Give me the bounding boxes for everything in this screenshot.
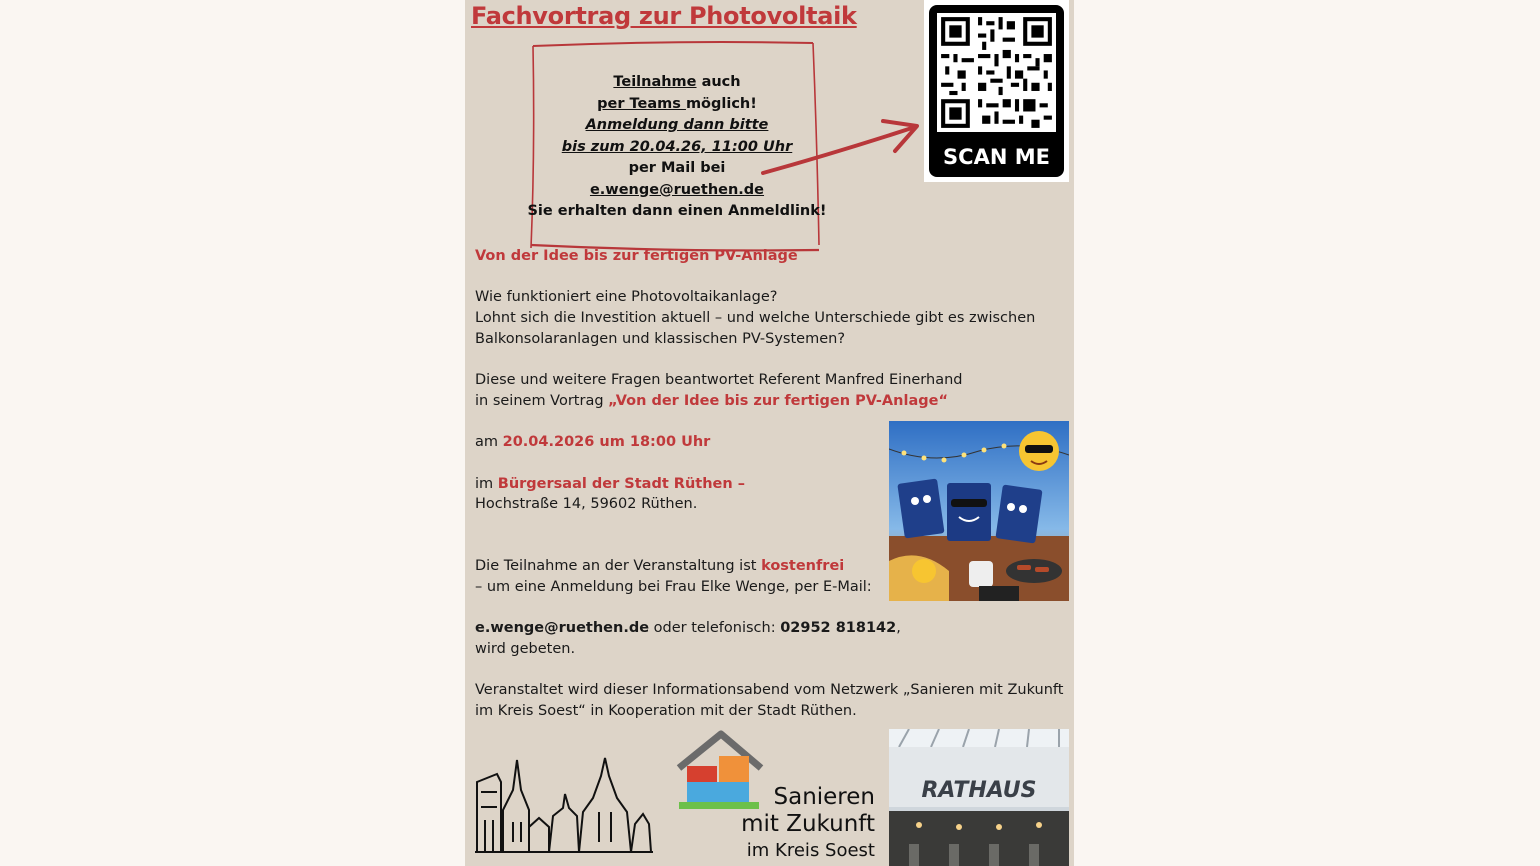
logo-line-3: im Kreis Soest [746, 840, 875, 861]
venue-prefix: im [475, 475, 498, 492]
fee-badge: kostenfrei [761, 558, 845, 575]
box-line2-a: per Teams [597, 95, 686, 112]
question-2: Lohnt sich die Investition aktuell – und welche Unterschiede gibt es zwischen [475, 310, 1036, 327]
qr-code-card[interactable] [924, 0, 1069, 182]
logo-line-1: Sanieren [773, 784, 875, 810]
organizer-line-1: Veranstaltet wird dieser Informationsabend vom Netzwerk „Sanieren mit Zukunft [475, 682, 1064, 699]
logo-line-2: mit Zukunft [741, 811, 875, 837]
box-line1-b: auch [696, 74, 741, 90]
scan-me-label: SCAN ME [943, 145, 1050, 169]
talk-title: „Von der Idee bis zur fertigen PV-Anlage“ [608, 392, 948, 409]
organizer-line-2: im Kreis Soest“ in Kooperation mit der Stadt Rüthen. [475, 703, 857, 720]
sanieren-logo-text [715, 784, 875, 864]
box-line4: bis zum 20.04.26, 11:00 Uhr [561, 138, 793, 155]
arrow-icon [755, 115, 925, 185]
box-line2-b: möglich! [685, 95, 757, 112]
talk-prefix: in seinem Vortrag [475, 392, 609, 409]
contact-email-link[interactable]: e.wenge@ruethen.de [475, 620, 650, 637]
poster-title: Fachvortrag zur Photovoltaik [471, 2, 857, 30]
event-venue: Bürgersaal der Stadt Rüthen – [497, 475, 746, 492]
contact-end: , [896, 620, 901, 637]
question-1: Wie funktioniert eine Photovoltaikanlage? [475, 289, 778, 306]
fee-prefix: Die Teilnahme an der Veranstaltung ist [475, 558, 762, 575]
poster-subtitle: Von der Idee bis zur fertigen PV-Anlage [475, 248, 798, 264]
contact-phone-link[interactable]: 02952 818142 [780, 620, 897, 637]
box-line3: Anmeldung dann bitte [585, 117, 769, 133]
question-3: Balkonsolaranlagen und klassischen PV-Systemen? [475, 330, 846, 347]
box-line5: per Mail bei [628, 160, 726, 176]
speaker-line: Diese und weitere Fragen beantwortet Referent Manfred Einerhand [475, 372, 963, 389]
registration-text: – um eine Anmeldung bei Frau Elke Wenge, per E-Mail: [475, 579, 872, 595]
ruethen-skyline-logo [473, 752, 655, 856]
qr-code-icon [937, 13, 1056, 132]
event-date: 20.04.2026 um 18:00 Uhr [502, 434, 711, 451]
event-address: Hochstraße 14, 59602 Rüthen. [475, 496, 698, 513]
contact-mid: oder telefonisch: [649, 620, 781, 637]
box-line7: Sie erhalten dann einen Anmeldlink! [527, 203, 827, 219]
box-line1-a: Teilnahme [613, 74, 697, 90]
rathaus-photo [889, 729, 1069, 866]
solar-party-illustration [889, 421, 1069, 601]
date-prefix: am [475, 434, 503, 451]
rathaus-sign: RATHAUS [921, 778, 1037, 803]
request-text: wird gebeten. [475, 641, 576, 658]
event-poster [465, 0, 1074, 866]
box-email-link[interactable]: e.wenge@ruethen.de [589, 181, 765, 198]
